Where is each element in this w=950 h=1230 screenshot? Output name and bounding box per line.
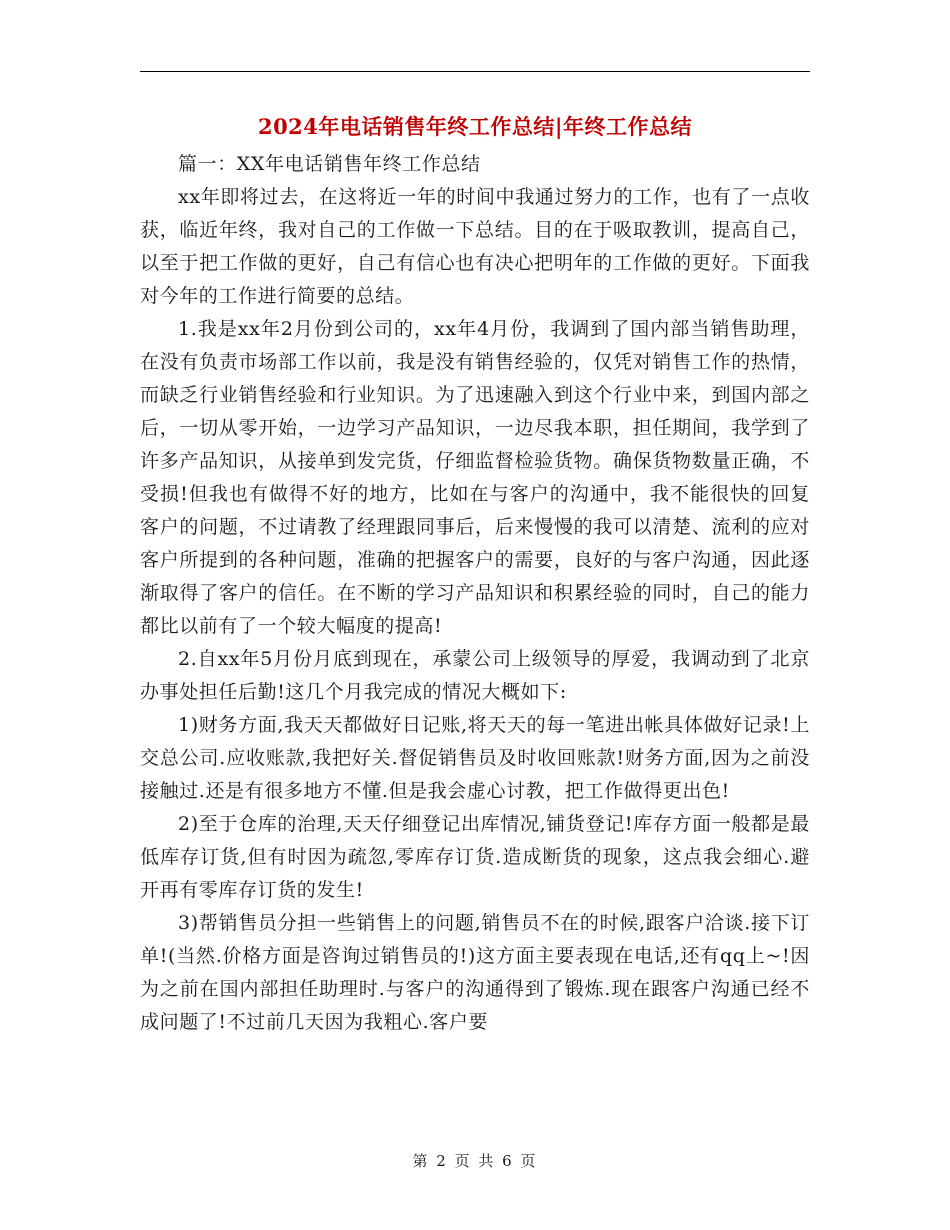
body-paragraph: 3)帮销售员分担一些销售上的问题,销售员不在的时候,跟客户洽谈.接下订单!(当然.价格方面是咨询过销售员的!)这方面主要表现在电话,还有qq上~!因为之前在国内部担任助理时.与客户的沟通得到了锻炼.现在跟客户沟通已经不成问题了!不过前几天因为我粗心.客户要	[140, 912, 810, 1033]
body-paragraph: 2)至于仓库的治理,天天仔细登记出库情况,铺货登记!库存方面一般都是最低库存订货,但有时因为疏忽,零库存订货.造成断货的现象，这点我会细心.避开再有零库存订货的发生!	[140, 813, 810, 901]
document-body	[140, 148, 810, 1039]
section-heading: 篇一：XX年电话销售年终工作总结	[178, 153, 481, 175]
page-number-footer: 第 2 页 共 6 页	[412, 1152, 538, 1170]
body-paragraph: 1)财务方面,我天天都做好日记账,将天天的每一笔进出帐具体做好记录!上交总公司.应收账款,我把好关.督促销售员及时收回账款!财务方面,因为之前没接触过.还是有很多地方不懂.但是我会虚心讨教，把工作做得更出色!	[140, 714, 810, 802]
body-paragraph: 1.我是xx年2月份到公司的，xx年4月份，我调到了国内部当销售助理，在没有负责市场部工作以前，我是没有销售经验的，仅凭对销售工作的热情，而缺乏行业销售经验和行业知识。为了迅速融入到这个行业中来，到国内部之后，一切从零开始，一边学习产品知识，一边尽我本职，担任期间，我学到了许多产品知识，从接单到发完货，仔细监督检验货物。确保货物数量正确，不受损!但我也有做得不好的地方，比如在与客户的沟通中，我不能很快的回复客户的问题，不过请教了经理跟同事后，后来慢慢的我可以清楚、流利的应对客户所提到的各种问题，准确的把握客户的需要，良好的与客户沟通，因此逐渐取得了客户的信任。在不断的学习产品知识和积累经验的同时，自己的能力都比以前有了一个较大幅度的提高!	[140, 318, 810, 637]
body-paragraph: 2.自xx年5月份月底到现在，承蒙公司上级领导的厚爱，我调动到了北京办事处担任后勤!这几个月我完成的情况大概如下:	[140, 648, 810, 703]
document-title: 2024年电话销售年终工作总结|年终工作总结	[257, 114, 693, 139]
header-rule	[140, 71, 810, 72]
body-paragraph: xx年即将过去，在这将近一年的时间中我通过努力的工作，也有了一点收获，临近年终，我对自己的工作做一下总结。目的在于吸取教训，提高自己，以至于把工作做的更好，自己有信心也有决心把明年的工作做的更好。下面我对今年的工作进行简要的总结。	[140, 186, 810, 307]
